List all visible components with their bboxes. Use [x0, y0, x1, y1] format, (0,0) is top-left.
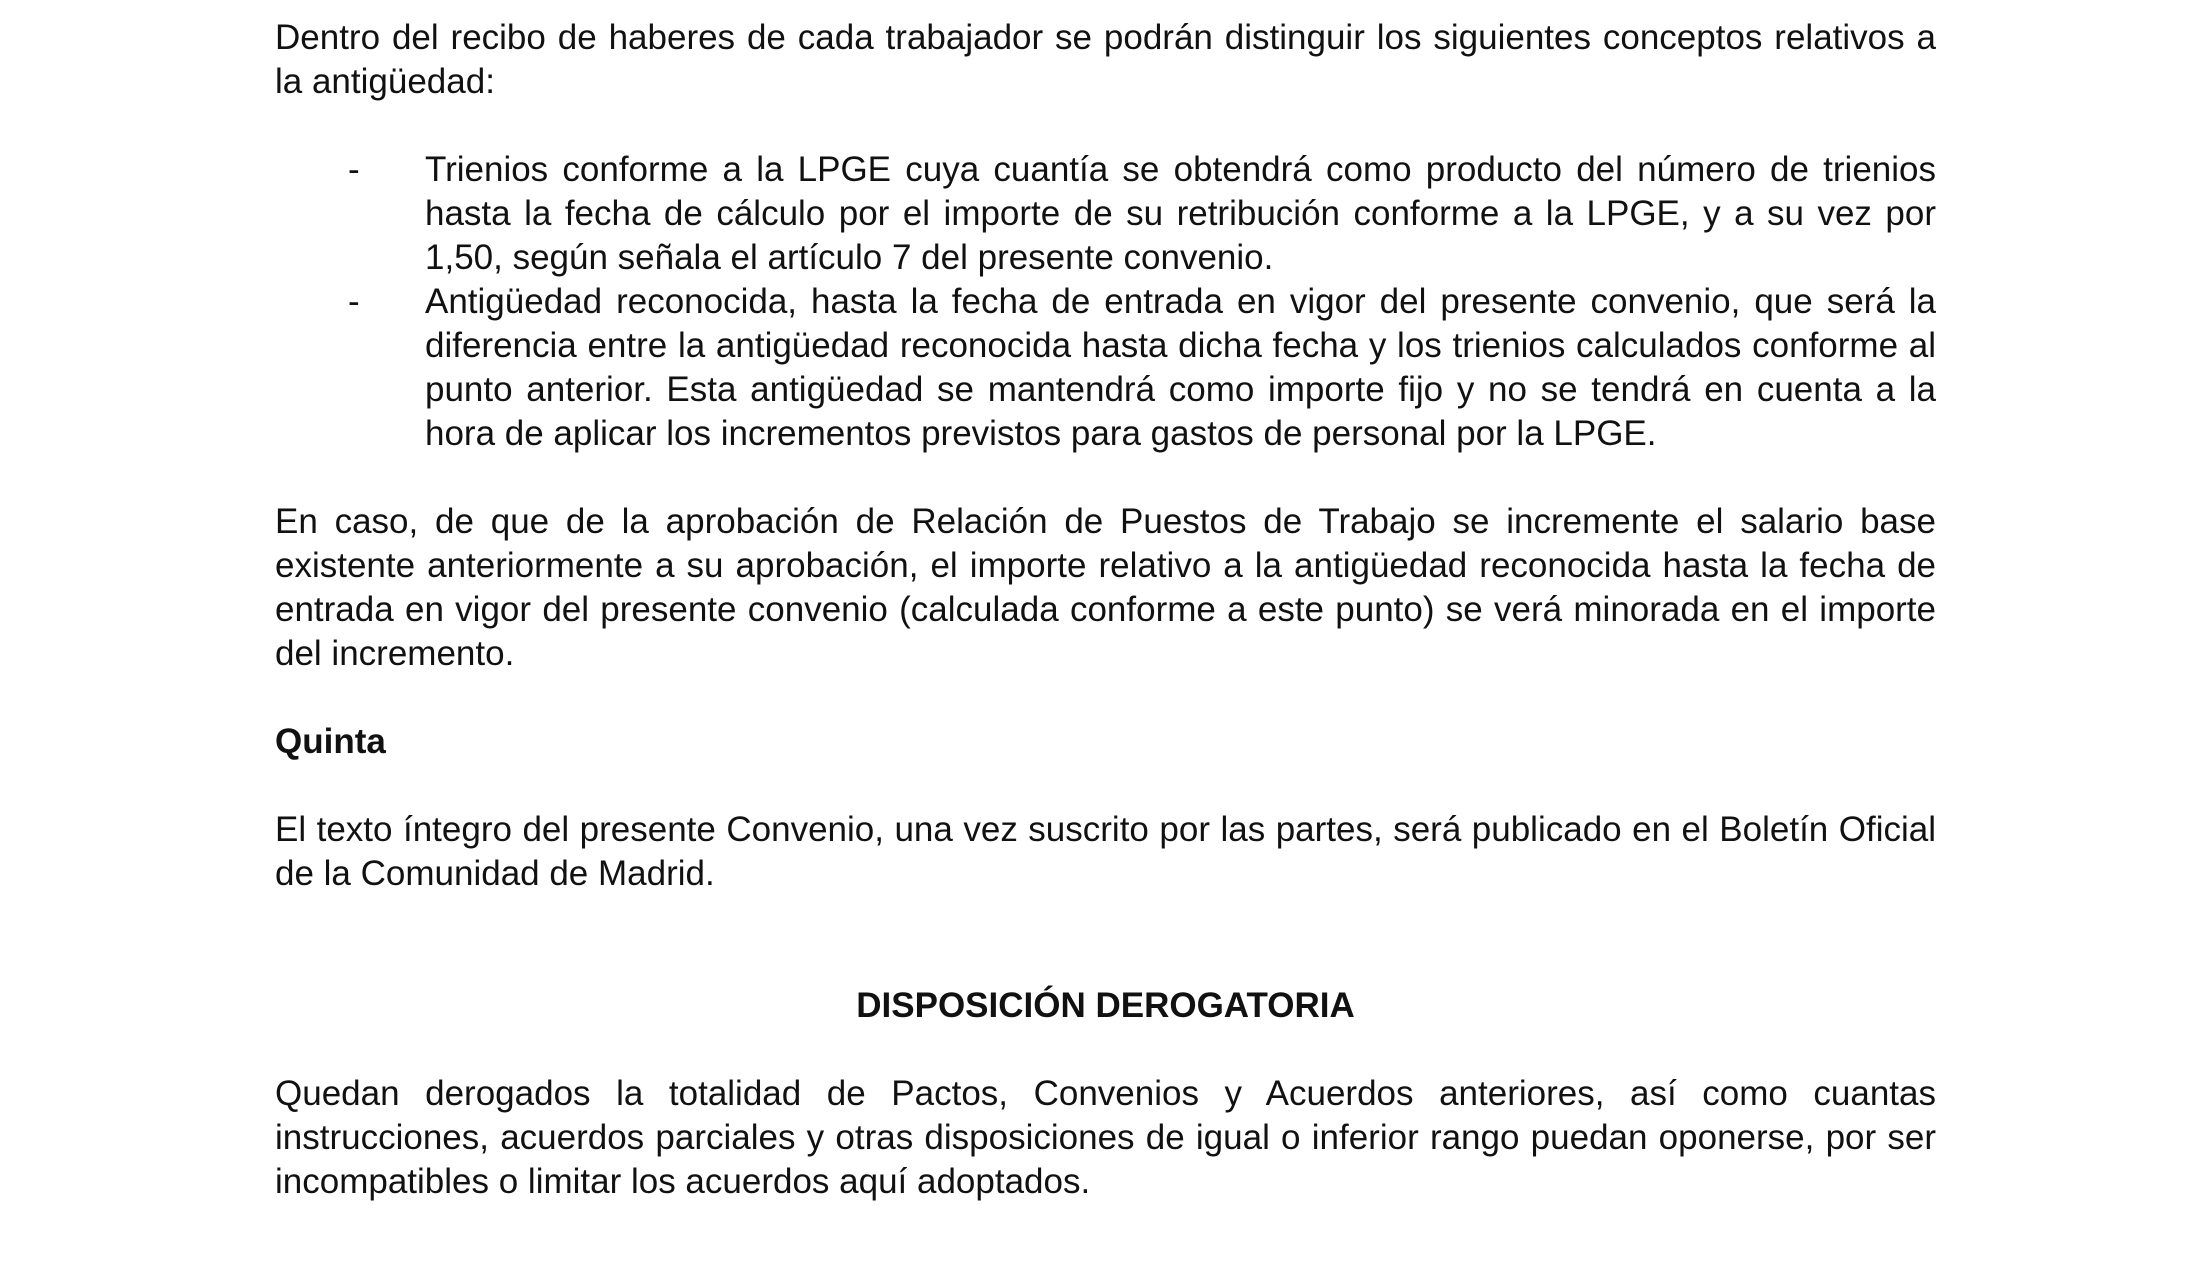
publication-paragraph: El texto íntegro del presente Convenio, una vez suscrito por las partes, será publicado en el Boletín Oficial de la Comunidad de Madrid. [275, 810, 1936, 893]
list-item-text: Trienios conforme a la LPGE cuya cuantía se obtendrá como producto del número de trienios hasta la fecha de cálculo por el importe de su retribución conforme a la LPGE, y a su vez por 1,50, según señala el artículo 7 del presente convenio. [425, 150, 1936, 277]
derogatoria-paragraph: Quedan derogados la totalidad de Pactos, Convenios y Acuerdos anteriores, así como cuantas instrucciones, acuerdos parciales y otras disposiciones de igual o inferior rango puedan oponerse, por ser incompatibles o limitar los acuerdos aquí adoptados. [275, 1074, 1936, 1201]
salary-increment-paragraph: En caso, de que de la aprobación de Relación de Puestos de Trabajo se incremente el salario base existente anteriormente a su aprobación, el importe relativo a la antigüedad reconocida hasta la fecha de entrada en vigor del presente convenio (calculada conforme a este punto) se verá minorada en el importe del incremento. [275, 502, 1936, 673]
section-heading-quinta: Quinta [275, 722, 386, 761]
document-page [275, 16, 1936, 1204]
list-item [275, 148, 1936, 280]
intro-paragraph: Dentro del recibo de haberes de cada trabajador se podrán distinguir los siguientes conceptos relativos a la antigüedad: [275, 18, 1936, 101]
section-heading-derogatoria: DISPOSICIÓN DEROGATORIA [856, 986, 1355, 1025]
list-item-text: Antigüedad reconocida, hasta la fecha de entrada en vigor del presente convenio, que será la diferencia entre la antigüedad reconocida hasta dicha fecha y los trienios calculados conforme al punto anterior. Esta antigüedad se mantendrá como importe fijo y no se tendrá en cuenta a la hora de aplicar los incrementos previstos para gastos de personal por la LPGE. [425, 282, 1936, 453]
antiguedad-concepts-list [275, 148, 1936, 456]
list-item [275, 280, 1936, 456]
dash-bullet-marker: - [348, 282, 360, 321]
dash-bullet-marker: - [348, 150, 360, 189]
